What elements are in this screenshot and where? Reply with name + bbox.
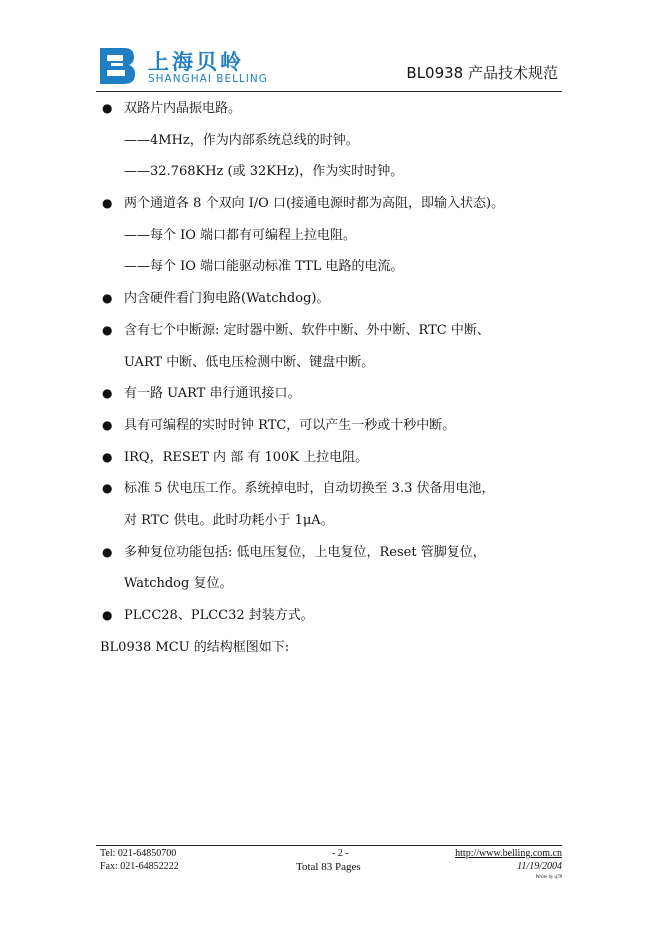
list-item [100,410,562,442]
bullet: ● [102,101,113,115]
bullet: ● [102,322,113,337]
list-item [100,378,562,410]
list-item [100,220,562,252]
footer-fax: Fax: 021-64852222 [100,861,179,872]
list-item [100,473,562,505]
list-item [100,188,562,220]
total-pages: Total 83 Pages [296,861,361,873]
list-item [100,251,562,283]
list-item [100,442,562,474]
list-item-text: ——32.768KHz (或 32KHz)，作为实时时钟。 [124,164,404,180]
header-divider [96,91,562,92]
bullet: ● [102,196,113,211]
list-item [100,156,562,188]
list-item-text: PLCC28、PLCC32 封装方式。 [124,608,314,623]
list-item-text: 有一路 UART 串行通讯接口。 [124,386,301,402]
list-item-text: UART 中断、低电压检测中断、键盘中断。 [124,354,375,370]
list-item [100,537,562,569]
list-item-text: IRQ，RESET 内 部 有 100K 上拉电阻。 [124,449,369,465]
page-number: - 2 - [332,848,349,859]
belling-logo-mark [96,46,136,86]
list-item-text: ——每个 IO 端口都有可编程上拉电阻。 [124,227,357,243]
list-item-text: 标准 5 伏电压工作。系统掉电时，自动切换至 3.3 伏备用电池， [124,481,495,497]
footer-tel: Tel: 021-64850700 [100,848,177,859]
list-item [100,600,562,632]
page-header [96,40,562,92]
list-item-text: 多种复位功能包括: 低电压复位，上电复位，Reset 管脚复位， [124,544,486,560]
list-item [100,315,562,347]
logo-chinese-name: 上海贝岭 [148,50,244,74]
list-item-text: 内含硬件看门狗电路(Watchdog)。 [124,291,330,307]
document-title: BL0938 产品技术规范 [406,64,558,82]
list-item-text: ——4MHz，作为内部系统总线的时钟。 [124,132,359,148]
footer-writer: Wrote by q78 [535,875,562,880]
list-item-text: ——每个 IO 端口能驱动标准 TTL 电路的电流。 [124,259,404,275]
bullet: ● [102,481,113,496]
logo-english-name: SHANGHAI BELLING [148,73,268,85]
bullet: ● [102,291,113,306]
list-item [100,125,562,157]
paragraph-text: BL0938 MCU 的结构框图如下: [100,639,290,655]
page-footer [100,848,562,888]
list-item [100,568,562,600]
list-item-text: 双路片内晶振电路。 [124,101,242,116]
company-logo [96,46,356,88]
feature-list [100,93,562,663]
bullet: ● [102,386,113,401]
list-item [100,505,562,537]
list-item-text: Watchdog 复位。 [124,576,233,592]
footer-divider [96,845,562,846]
list-item [100,283,562,315]
list-item [100,347,562,379]
bullet: ● [102,544,113,559]
list-item-text: 两个通道各 8 个双向 I/O 口(接通电源时都为高阻，即输入状态)。 [124,196,505,212]
paragraph [100,632,562,664]
list-item-text: 具有可编程的实时时钟 RTC，可以产生一秒或十秒中断。 [124,417,456,433]
bullet: ● [102,608,113,622]
bullet: ● [102,449,113,464]
bullet: ● [102,417,113,432]
list-item-text: 含有七个中断源: 定时器中断、软件中断、外中断、RTC 中断、 [124,322,490,338]
footer-date: 11/19/2004 [517,861,562,872]
footer-url-link[interactable]: http://www.belling.com.cn [455,848,562,859]
list-item [100,93,562,125]
list-item-text: 对 RTC 供电。此时功耗小于 1μA。 [124,512,334,528]
